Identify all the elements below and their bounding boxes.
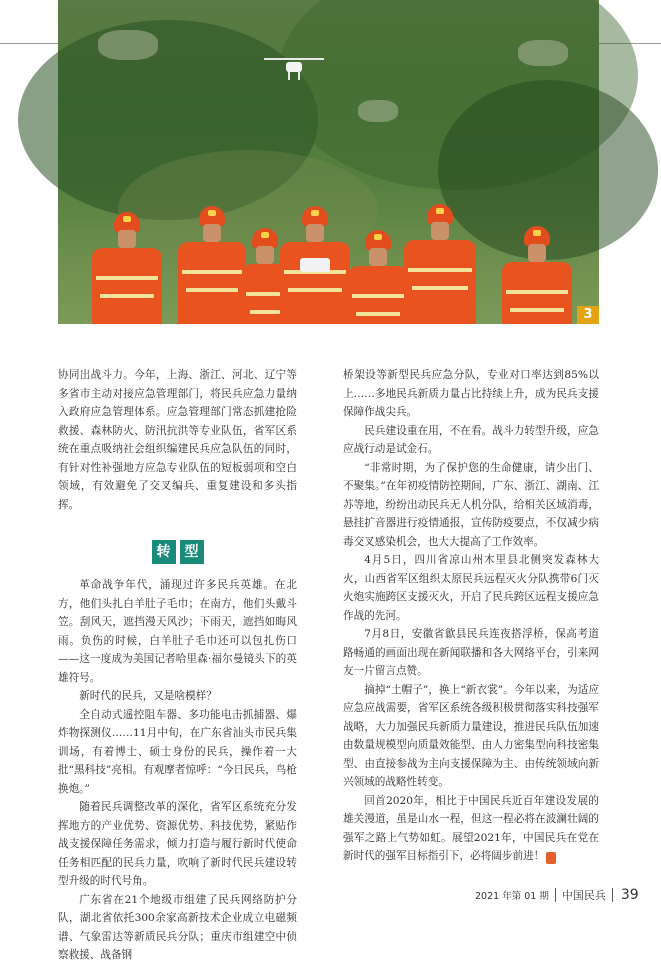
issue-label: 2021 年第 01 期 xyxy=(475,891,549,902)
paragraph: 桥架设等新型民兵应急分队，专业对口率达到85%以上……多地民兵新质力量占比持续上升，成为民兵支援保障作战尖兵。 xyxy=(343,369,599,418)
footer-divider xyxy=(555,888,556,902)
paragraph-final-text: 回首2020年，相比于中国民兵近百年建设发展的雄关漫道，虽是山水一程，但这一程必将在波澜壮阔的强军之路上气势如虹。展望2021年，中国民兵在党在新时代的强军目标指引下，必将阔步前进！ xyxy=(343,794,599,862)
paragraph: 4月5日，四川省凉山州木里县北侧突发森林大火，山西省军区组织太原民兵远程灭火分队携带6门灭火炮实施跨区支援灭火，开启了民兵跨区远程支援应急作战的先河。 xyxy=(343,554,599,622)
remote-controller-icon xyxy=(300,258,330,272)
militia-member xyxy=(348,230,408,324)
paragraph: 民兵建设重在用，不在看。战斗力转型升级，应急应战行动是试金石。 xyxy=(343,424,599,455)
drone-icon xyxy=(264,52,324,82)
paragraph: 广东省在21个地级市组建了民兵网络防护分队，湖北省依托300余家高新技术企业成立电磁频谱、气象雷达等新质民兵分队；重庆市组建空中侦察救援、战备钢 xyxy=(58,893,297,961)
militia-member xyxy=(178,206,246,324)
paragraph: 全自动式遥控阻车器、多功能电击抓捕器、爆炸物探测仪……11月中旬，在广东省汕头市民兵集训场，有着博士、硕士身份的民兵，操作着一大批“黑科技”亮相。有观摩者惊呼：“今日民兵，鸟枪换炮。” xyxy=(58,708,297,795)
paragraph: 革命战争年代，涌现过许多民兵英雄。在北方，他们头扎白羊肚子毛巾；在南方，他们头戴斗笠。刮风天，遮挡漫天风沙；下雨天，遮挡如晦风雨。负伤的时候，白羊肚子毛巾还可以包扎伤口——这一度成为美国记者哈里森·福尔曼镜头下的英雄符号。 xyxy=(58,579,297,684)
paragraph: 7月8日，安徽省歙县民兵连夜搭浮桥，保高考道路畅通的画面出现在新闻联播和各大网络平台，引来网友一片留言点赞。 xyxy=(343,628,599,677)
paragraph-final xyxy=(343,792,599,866)
page-number: 39 xyxy=(620,887,639,903)
militia-member xyxy=(92,212,162,324)
end-mark-icon: 民 xyxy=(546,852,556,864)
section-heading xyxy=(58,540,297,564)
paragraph: “非常时期，为了保护您的生命健康，请少出门、不聚集。”在年初疫情防控期间，广东、浙江、湖南、江苏等地，纷纷出动民兵无人机分队，给相关区域消毒，悬挂扩音器进行疫情通报，宣传防疫要点，不仅减少病毒交叉感染机会，也大大提高了工作效率。 xyxy=(343,461,599,548)
section-heading-char: 转 xyxy=(152,540,176,564)
militia-drone-photo xyxy=(58,0,599,324)
paragraph: 摘掉“土帽子”，换上“新衣裳”。今年以来，为适应应急应战需要，省军区系统各级积极贯彻落实科技强军战略，大力加强民兵新质力量建设，推进民兵队伍加速由数量规模型向质量效能型、由人力密集型向科技密集型、由直接参战为主向支援保障为主、由传统领域向新兴领域的战略性转变。 xyxy=(343,683,599,788)
paragraph: 新时代的民兵，又是啥模样？ xyxy=(79,690,217,702)
paragraph: 随着民兵调整改革的深化，省军区系统充分发挥地方的产业优势、资源优势、科技优势，紧贴作战支援保障任务需求，倾力打造与履行新时代使命任务相匹配的民兵力量，吹响了新时代民兵建设转型升级的时代号角。 xyxy=(58,801,297,887)
militia-member-controller xyxy=(280,206,350,324)
section-heading-char: 型 xyxy=(180,540,204,564)
page-footer xyxy=(475,884,639,906)
paragraph: 协同出战斗力。今年，上海、浙江、河北、辽宁等多省市主动对接应急管理部门，将民兵应急力量纳入政府应急管理体系。应急管理部门常态抓建抢险救援、森林防火、防汛抗洪等专业队伍，省军区系统在重点吸纳社会组织编建民兵应急队伍的同时，有针对性补强地方应急专业队伍的短板弱项和空白领域，有效避免了交叉编兵、重复建设和多头指挥。 xyxy=(58,369,297,511)
footer-divider xyxy=(612,888,613,902)
magazine-name: 中国民兵 xyxy=(561,889,606,902)
left-column xyxy=(58,366,297,965)
militia-member xyxy=(502,226,572,324)
right-column xyxy=(343,366,599,866)
photo-number-badge: 3 xyxy=(577,306,599,324)
militia-member xyxy=(404,204,476,324)
